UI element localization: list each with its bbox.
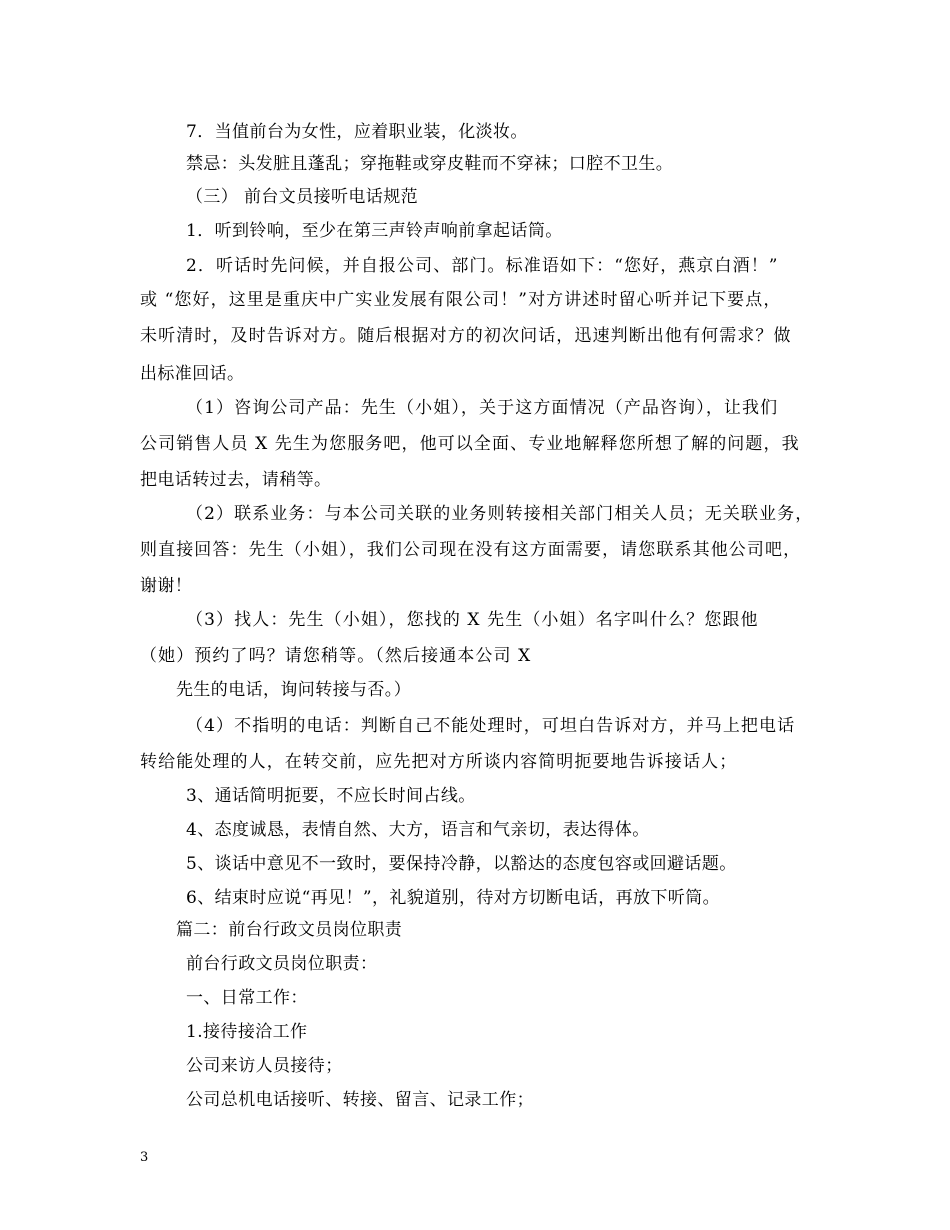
text-line: 出标准回话。	[140, 364, 245, 384]
text-line: 则直接回答：先生（小姐），我们公司现在没有这方面需要，请您联系其他公司吧，	[140, 540, 802, 560]
text-line: 一、日常工作：	[186, 988, 308, 1008]
text-line: 禁忌：头发脏且蓬乱；穿拖鞋或穿皮鞋而不穿袜；口腔不卫生。	[186, 154, 674, 174]
text-line: 未听清时，及时告诉对方。随后根据对方的初次问话，迅速判断出他有何需求？做	[140, 326, 792, 346]
text-line: 4、态度诚恳，表情自然、大方，语言和气亲切，表达得体。	[186, 820, 650, 840]
text-line: 公司销售人员 X 先生为您服务吧，他可以全面、专业地解释您所想了解的问题，我	[140, 434, 800, 454]
text-line: 前台行政文员岗位职责：	[186, 954, 378, 974]
page-number: 3	[140, 1150, 149, 1165]
text-line: （4）不指明的电话：判断自己不能处理时，可坦白告诉对方，并马上把电话	[186, 716, 796, 736]
text-line: （3）找人：先生（小姐），您找的 X 先生（小姐）名字叫什么？您跟他	[186, 610, 759, 630]
text-line: 公司来访人员接待；	[186, 1056, 343, 1076]
text-line: 或 “您好，这里是重庆中广实业发展有限公司！”对方讲述时留心听并记下要点，	[140, 290, 782, 310]
section-heading: 篇二：前台行政文员岗位职责	[176, 920, 403, 940]
text-line: （1）咨询公司产品：先生（小姐），关于这方面情况（产品咨询），让我们	[186, 398, 779, 418]
text-line: 2．听话时先问候，并自报公司、部门。标准语如下：“您好，燕京白酒！”	[186, 256, 779, 276]
text-line: 公司总机电话接听、转接、留言、记录工作；	[186, 1090, 534, 1110]
text-line: 3、通话简明扼要，不应长时间占线。	[186, 786, 476, 806]
text-line: 1．听到铃响，至少在第三声铃声响前拿起话筒。	[186, 221, 563, 241]
text-line: 转给能处理的人，在转交前，应先把对方所谈内容简明扼要地告诉接话人；	[140, 752, 738, 772]
text-line: （她）预约了吗？请您稍等。（然后接通本公司 X	[140, 646, 532, 666]
text-line: 5、谈话中意见不一致时，要保持冷静，以豁达的态度包容或回避话题。	[186, 854, 737, 874]
text-line: 6、结束时应说“再见！”，礼貌道别，待对方切断电话，再放下听筒。	[186, 888, 720, 908]
text-line: （2）联系业务：与本公司关联的业务则转接相关部门相关人员；无关联业务，	[186, 504, 814, 524]
text-line: 7．当值前台为女性，应着职业装，化淡妆。	[186, 122, 528, 142]
section-heading: （三） 前台文员接听电话规范	[186, 187, 419, 207]
text-line: 把电话转过去，请稍等。	[140, 470, 332, 490]
text-line: 先生的电话，询问转接与否。）	[176, 680, 412, 700]
text-line: 谢谢！	[140, 576, 193, 596]
text-line: 1.接待接洽工作	[186, 1022, 308, 1042]
